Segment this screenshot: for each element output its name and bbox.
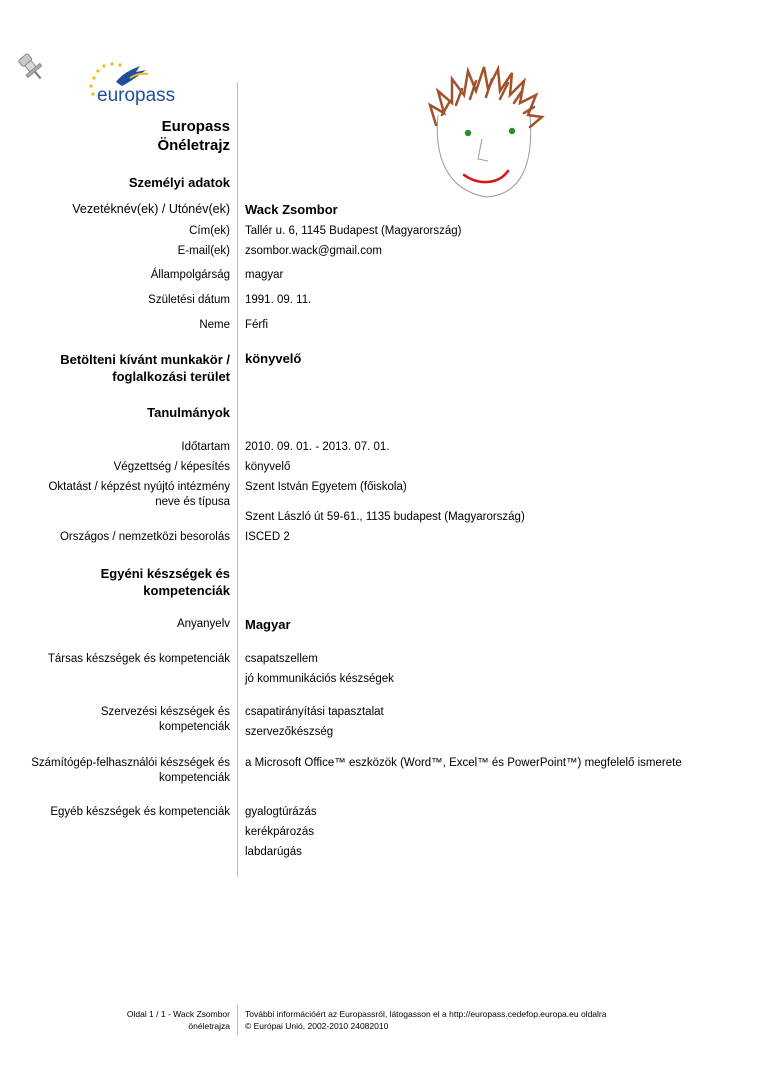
europass-logo [82, 56, 202, 106]
organisational-skill-item: csapatirányítási tapasztalat [245, 706, 384, 718]
email-value[interactable]: zsombor.wack@gmail.com [245, 245, 382, 257]
dates-value: 2010. 09. 01. - 2013. 07. 01. [245, 441, 390, 453]
pin-icon[interactable] [14, 50, 48, 84]
footer-right [245, 1008, 606, 1032]
institution-value: Szent István Egyetem (főiskola) [245, 481, 407, 493]
document-title [157, 117, 230, 155]
footer-info-link[interactable]: További információért az Europassról, látogasson el a http://europass.cedefop.europa.eu oldalra [245, 1009, 607, 1019]
name-label: Vezetéknév(ek) / Utónév(ek) [72, 202, 230, 216]
mother-tongue-value: Magyar [245, 617, 291, 632]
gender-value: Férfi [245, 319, 268, 331]
other-skills-label: Egyéb készségek és kompetenciák [50, 806, 230, 818]
column-divider [237, 82, 238, 877]
organisational-skill-item: szervezőkészség [245, 726, 334, 738]
footer-left [127, 1008, 230, 1032]
institution-address: Szent László út 59-61., 1135 budapest (Magyarország) [245, 511, 525, 523]
organisational-skills-label: Szervezési készségek és kompetenciák [100, 706, 230, 733]
name-value: Wack Zsombor [245, 202, 338, 217]
qualification-label: Végzettség / képesítés [113, 461, 230, 473]
social-skill-item: csapatszellem [245, 653, 318, 665]
qualification-value: könyvelő [245, 461, 291, 473]
institution-label: Oktatást / képzést nyújtó intézmény neve és típusa [48, 481, 230, 508]
desired-value: könyvelő [245, 351, 302, 366]
personal-heading: Személyi adatok [128, 175, 230, 190]
address-label: Cím(ek) [189, 225, 230, 237]
email-label: E-mail(ek) [177, 245, 230, 257]
address-value: Tallér u. 6, 1145 Budapest (Magyarország) [245, 225, 462, 237]
footer-page-info-2: önéletrajza [188, 1021, 230, 1031]
level-label: Országos / nemzetközi besorolás [59, 531, 230, 543]
title-line-2: Önéletrajz [157, 137, 230, 154]
social-skills-label: Társas készségek és kompetenciák [47, 653, 230, 665]
level-value: ISCED 2 [245, 531, 290, 543]
skills-heading: Egyéni készségek és kompetenciák [100, 566, 230, 598]
computer-skill-value: a Microsoft Office™ eszközök (Word™, Excel™ és PowerPoint™) megfelelő ismerete [245, 757, 682, 769]
footer-divider [237, 1005, 238, 1035]
title-line-1: Europass [161, 118, 230, 135]
education-heading: Tanulmányok [147, 405, 230, 420]
other-skill-item: kerékpározás [245, 826, 315, 838]
nationality-label: Állampolgárság [150, 269, 230, 281]
dates-label: Időtartam [181, 441, 230, 453]
mother-tongue-label: Anyanyelv [176, 618, 230, 630]
social-skill-item: jó kommunikációs készségek [245, 673, 394, 685]
nationality-value: magyar [245, 269, 284, 281]
footer-page-info: Oldal 1 / 1 - Wack Zsombor [126, 1009, 230, 1019]
footer-copyright: © Európai Unió, 2002-2010 24082010 [245, 1021, 389, 1031]
birth-value: 1991. 09. 11. [245, 294, 312, 306]
desired-label: Betölteni kívánt munkakör / foglalkozási terület [60, 352, 230, 384]
other-skill-item: gyalogtúrázás [245, 806, 317, 818]
profile-drawing [426, 55, 546, 205]
computer-skills-label: Számítógép-felhasználói készségek és kompetenciák [31, 757, 230, 784]
birth-label: Születési dátum [148, 294, 230, 306]
gender-label: Neme [199, 319, 230, 331]
logo-text: europass [97, 85, 176, 106]
other-skill-item: labdarúgás [245, 846, 302, 858]
